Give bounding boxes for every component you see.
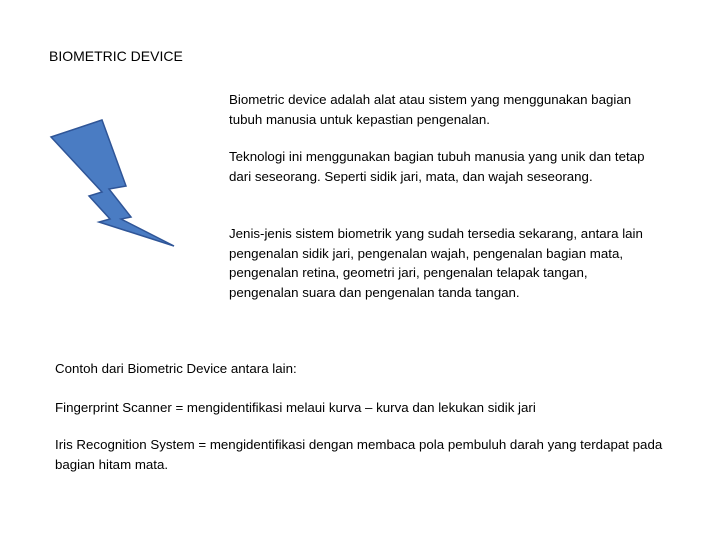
lightning-bolt-icon bbox=[46, 110, 182, 250]
examples-intro: Contoh dari Biometric Device antara lain: bbox=[55, 361, 297, 376]
technology-paragraph: Teknologi ini menggunakan bagian tubuh manusia yang unik dan tetap dari seseorang. Seperti sidik jari, mata, dan wajah seseorang. bbox=[229, 149, 645, 184]
example-fingerprint-scanner: Fingerprint Scanner = mengidentifikasi melaui kurva – kurva dan lekukan sidik jari bbox=[55, 400, 536, 415]
types-paragraph: Jenis-jenis sistem biometrik yang sudah tersedia sekarang, antara lain pengenalan sidik jari, pengenalan wajah, pengenalan bagian mata, pengenalan retina, geometri jari, pengenalan telapak tangan, pengenalan suara dan pengenalan tanda tangan. bbox=[229, 226, 643, 300]
example-iris-recognition: Iris Recognition System = mengidentifikasi dengan membaca pola pembuluh darah yang terdapat pada bagian hitam mata. bbox=[55, 437, 663, 472]
definition-paragraph: Biometric device adalah alat atau sistem yang menggunakan bagian tubuh manusia untuk kepastian pengenalan. bbox=[229, 92, 632, 127]
page-title: BIOMETRIC DEVICE bbox=[49, 48, 183, 64]
